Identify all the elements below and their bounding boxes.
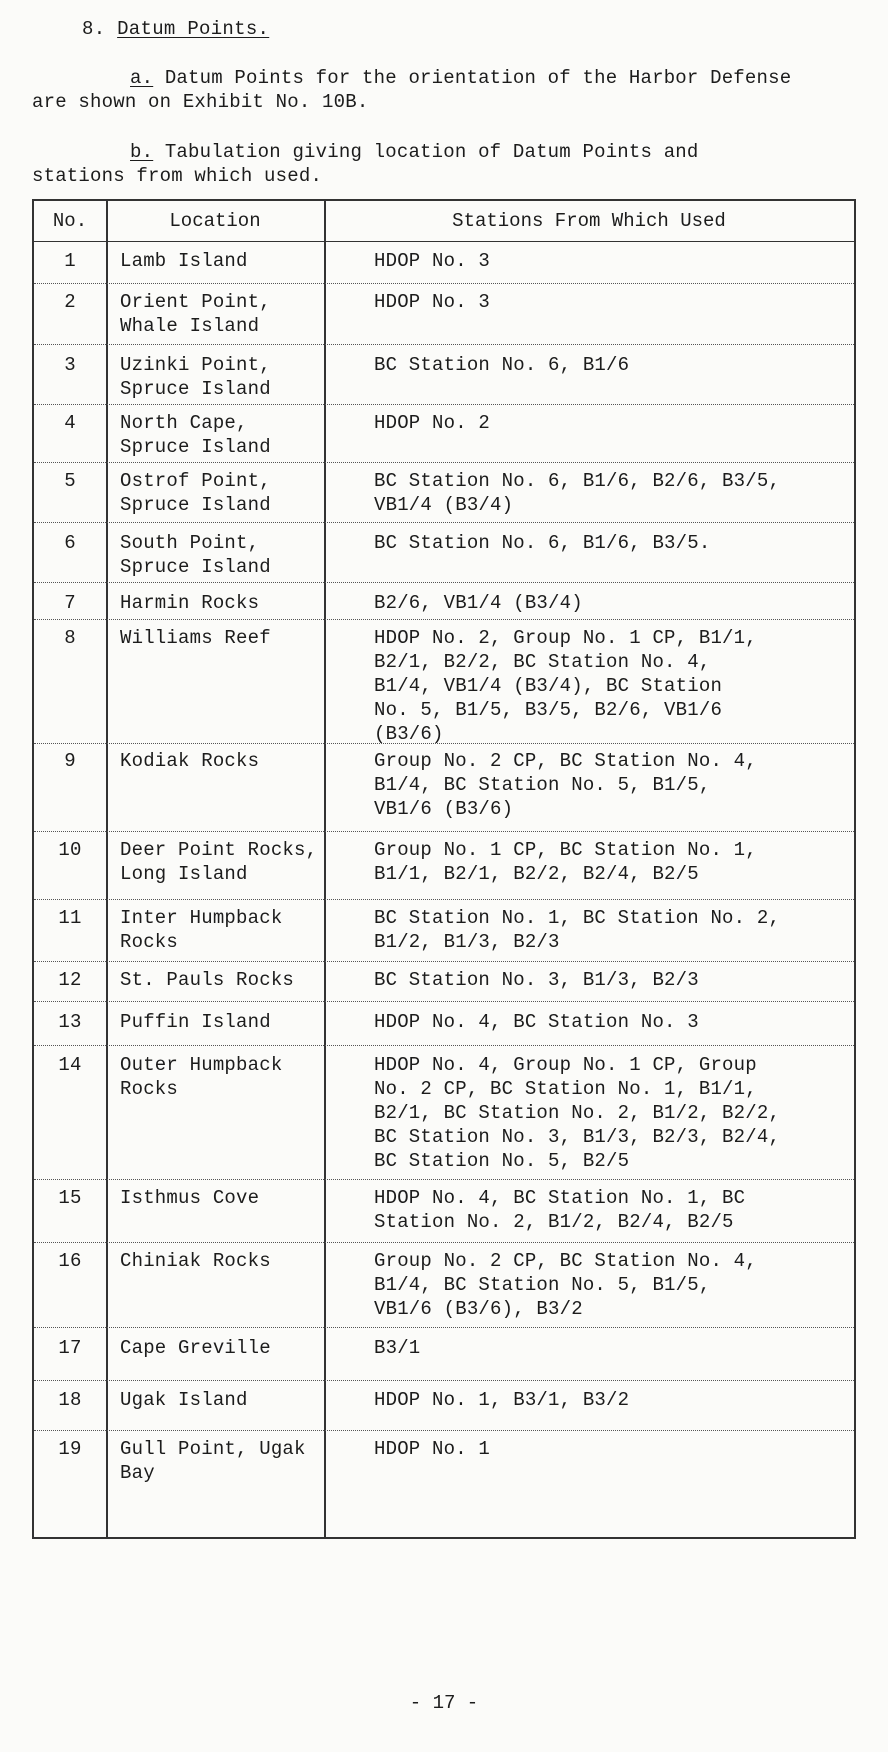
section-heading — [82, 18, 269, 40]
row-location: Harmin Rocks — [120, 592, 260, 614]
datum-points-table — [32, 199, 856, 1539]
column-divider-location — [324, 201, 326, 1537]
row-number: 13 — [58, 1011, 82, 1033]
row-location: North Cape, Spruce Island — [120, 412, 271, 458]
row-stations: HDOP No. 4, BC Station No. 1, BC Station No. 2, B1/2, B2/4, B2/5 — [374, 1187, 746, 1233]
row-location: Williams Reef — [120, 627, 271, 649]
row-number: 17 — [58, 1337, 82, 1359]
paragraph-b-marker: b. — [130, 141, 154, 163]
row-location: Inter Humpback Rocks — [120, 907, 283, 953]
row-stations: HDOP No. 4, Group No. 1 CP, Group No. 2 CP, BC Station No. 1, B1/1, B2/1, BC Station No. 2, B1/2, B2/2, BC Station No. 3, B1/3, B2/3, B2/4, BC Station No. 5, B2/5 — [374, 1054, 781, 1172]
paragraph-a-marker: a. — [130, 67, 154, 89]
row-location: Deer Point Rocks, Long Island — [120, 839, 318, 885]
row-location: Chiniak Rocks — [120, 1250, 271, 1272]
row-stations: B2/6, VB1/4 (B3/4) — [374, 592, 583, 614]
row-divider — [34, 899, 854, 900]
paragraph-b — [32, 140, 862, 188]
row-divider — [34, 404, 854, 405]
row-divider — [34, 961, 854, 962]
row-divider — [34, 1380, 854, 1381]
row-stations: BC Station No. 6, B1/6 — [374, 354, 630, 376]
paragraph-b-line1: Tabulation giving location of Datum Points and — [153, 141, 699, 163]
row-number: 3 — [64, 354, 76, 376]
row-stations: HDOP No. 1, B3/1, B3/2 — [374, 1389, 630, 1411]
row-stations: HDOP No. 2 — [374, 412, 491, 434]
row-location: Kodiak Rocks — [120, 750, 260, 772]
row-number: 9 — [64, 750, 76, 772]
row-divider — [34, 462, 854, 463]
row-divider — [34, 344, 854, 345]
row-divider — [34, 1430, 854, 1431]
paragraph-a-line2: are shown on Exhibit No. 10B. — [32, 91, 369, 113]
header-location: Location — [169, 210, 261, 232]
row-divider — [34, 1045, 854, 1046]
paragraph-a — [32, 66, 862, 114]
column-divider-number — [106, 201, 108, 1537]
row-stations: Group No. 1 CP, BC Station No. 1, B1/1, B2/1, B2/2, B2/4, B2/5 — [374, 839, 757, 885]
row-divider — [34, 1242, 854, 1243]
row-stations: HDOP No. 2, Group No. 1 CP, B1/1, B2/1, B2/2, BC Station No. 4, B1/4, VB1/4 (B3/4), BC Station No. 5, B1/5, B3/5, B2/6, VB1/6 (B3/6) — [374, 627, 757, 745]
row-stations: BC Station No. 6, B1/6, B3/5. — [374, 532, 711, 554]
row-location: St. Pauls Rocks — [120, 969, 295, 991]
row-stations: HDOP No. 4, BC Station No. 3 — [374, 1011, 699, 1033]
row-location: Uzinki Point, Spruce Island — [120, 354, 271, 400]
row-number: 10 — [58, 839, 82, 861]
row-number: 1 — [64, 250, 76, 272]
page-number: - 17 - — [409, 1692, 479, 1714]
paragraph-b-line2: stations from which used. — [32, 165, 323, 187]
row-stations: Group No. 2 CP, BC Station No. 4, B1/4, BC Station No. 5, B1/5, VB1/6 (B3/6), B3/2 — [374, 1250, 757, 1320]
row-stations: HDOP No. 3 — [374, 291, 491, 313]
row-number: 11 — [58, 907, 82, 929]
row-divider — [34, 1001, 854, 1002]
row-location: Orient Point, Whale Island — [120, 291, 271, 337]
header-number: No. — [52, 210, 88, 232]
row-location: Gull Point, Ugak Bay — [120, 1438, 306, 1484]
row-location: South Point, Spruce Island — [120, 532, 271, 578]
row-location: Ostrof Point, Spruce Island — [120, 470, 271, 516]
row-stations: HDOP No. 3 — [374, 250, 491, 272]
section-number: 8. — [82, 18, 106, 40]
row-number: 7 — [64, 592, 76, 614]
row-number: 15 — [58, 1187, 82, 1209]
row-divider — [34, 831, 854, 832]
row-stations: HDOP No. 1 — [374, 1438, 491, 1460]
row-divider — [34, 522, 854, 523]
row-location: Outer Humpback Rocks — [120, 1054, 283, 1100]
header-divider — [34, 241, 854, 242]
row-number: 2 — [64, 291, 76, 313]
row-divider — [34, 1179, 854, 1180]
row-stations: Group No. 2 CP, BC Station No. 4, B1/4, BC Station No. 5, B1/5, VB1/6 (B3/6) — [374, 750, 757, 820]
row-number: 8 — [64, 627, 76, 649]
row-divider — [34, 1327, 854, 1328]
row-number: 5 — [64, 470, 76, 492]
row-stations: BC Station No. 1, BC Station No. 2, B1/2, B1/3, B2/3 — [374, 907, 781, 953]
paragraph-a-line1: Datum Points for the orientation of the Harbor Defense — [153, 67, 792, 89]
row-number: 16 — [58, 1250, 82, 1272]
row-number: 12 — [58, 969, 82, 991]
row-location: Isthmus Cove — [120, 1187, 260, 1209]
row-divider — [34, 619, 854, 620]
row-stations: B3/1 — [374, 1337, 421, 1359]
row-location: Ugak Island — [120, 1389, 248, 1411]
row-divider — [34, 743, 854, 744]
row-divider — [34, 582, 854, 583]
row-stations: BC Station No. 3, B1/3, B2/3 — [374, 969, 699, 991]
row-divider — [34, 283, 854, 284]
row-number: 14 — [58, 1054, 82, 1076]
section-title: Datum Points. — [117, 18, 270, 40]
row-number: 18 — [58, 1389, 82, 1411]
row-number: 4 — [64, 412, 76, 434]
row-location: Puffin Island — [120, 1011, 271, 1033]
row-stations: BC Station No. 6, B1/6, B2/6, B3/5, VB1/4 (B3/4) — [374, 470, 781, 516]
row-number: 6 — [64, 532, 76, 554]
header-stations: Stations From Which Used — [452, 210, 726, 232]
row-location: Cape Greville — [120, 1337, 271, 1359]
row-number: 19 — [58, 1438, 82, 1460]
row-location: Lamb Island — [120, 250, 248, 272]
